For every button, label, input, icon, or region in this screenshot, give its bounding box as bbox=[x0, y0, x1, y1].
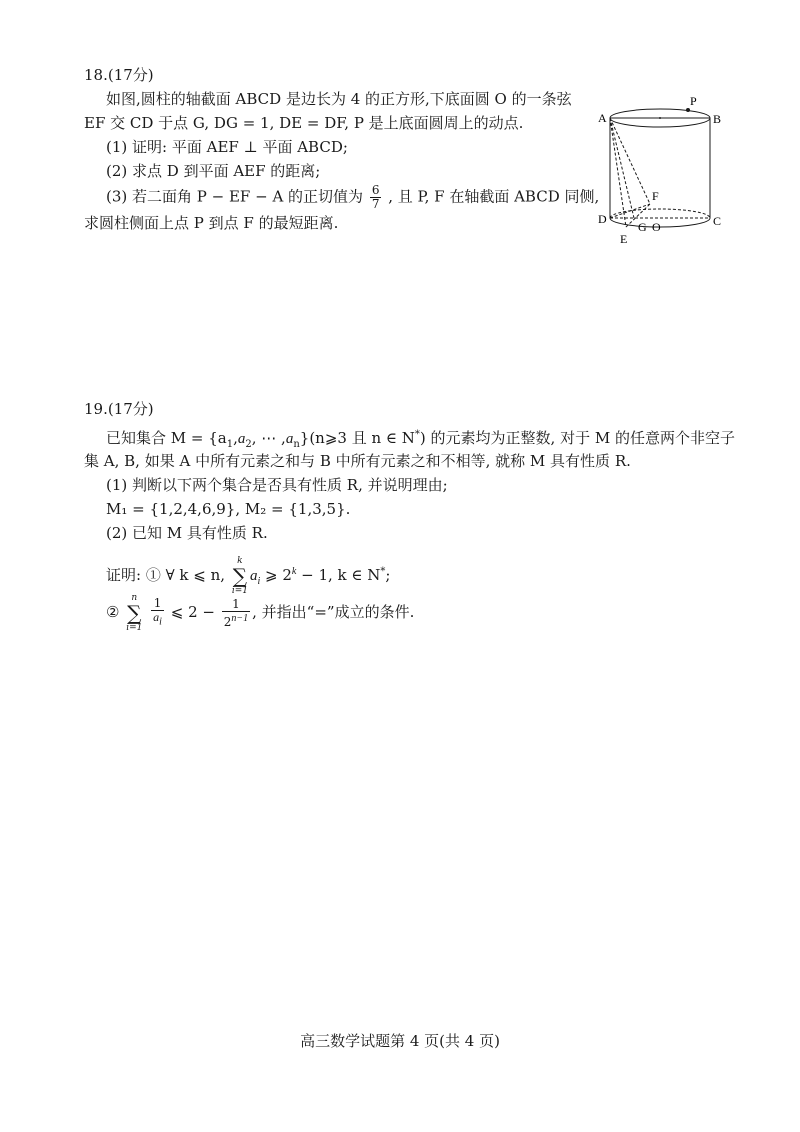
bottom-ellipse-back bbox=[610, 209, 710, 218]
page-footer: 高三数学试题第 4 页(共 4 页) bbox=[300, 1032, 500, 1050]
q18-part3-line2: 求圆柱侧面上点 P 到点 F 的最短距离. bbox=[84, 214, 339, 232]
segment-ae bbox=[610, 118, 626, 227]
q18-part3 bbox=[106, 184, 599, 211]
label-b: B bbox=[713, 112, 722, 126]
q18-line2: EF 交 CD 于点 G, DG = 1, DE = DF, P 是上底面圆周上的动点. bbox=[84, 114, 524, 132]
q19-proof2-a: ② bbox=[106, 603, 120, 621]
q18-part3-text-b: , 且 P, F 在轴截面 ABCD 同侧, bbox=[388, 187, 600, 206]
point-center-top bbox=[659, 117, 661, 119]
q19-number: 19.(17分) bbox=[84, 400, 154, 418]
q19-proof2-b: ⩽ 2 − bbox=[170, 603, 215, 621]
q19-part2: (2) 已知 M 具有性质 R. bbox=[106, 524, 268, 542]
power-fraction: $\frac{1}{2^{n-1}}$ bbox=[223, 596, 249, 629]
q19-proof1-d: − 1, k ∈ N bbox=[296, 566, 381, 584]
point-p bbox=[686, 108, 690, 112]
q19-line1-b: }(n⩾3 且 n ∈ N bbox=[299, 429, 415, 447]
q18-part3-text-a: (3) 若二面角 P − EF − A 的正切值为 bbox=[106, 187, 364, 206]
sum-symbol-n: n ∑ i=1 bbox=[126, 593, 143, 633]
q19-line1-a: 已知集合 M = {a bbox=[106, 429, 227, 447]
q18-part2: (2) 求点 D 到平面 AEF 的距离; bbox=[106, 162, 321, 180]
label-c: C bbox=[713, 214, 722, 228]
label-f: F bbox=[652, 189, 659, 203]
reciprocal-fraction: $\frac{1}{a_i}$ bbox=[153, 596, 162, 628]
q18-part1: (1) 证明: 平面 AEF ⊥ 平面 ABCD; bbox=[106, 138, 348, 156]
fraction-denominator: 7 bbox=[371, 197, 380, 211]
q19-proof1-a: 证明: ① ∀ k ⩽ n, bbox=[106, 566, 226, 584]
q19-line1: 已知集合 $M = \{a_1,a_2$, ⋯ $,a_n\}(n⩾3$ 且 n ∈ N*) 的元素均为正整数, 对于 M 的任意两个非空子 bbox=[106, 429, 735, 450]
label-g: G bbox=[638, 220, 647, 234]
tangent-fraction bbox=[370, 184, 382, 211]
label-p: P bbox=[690, 94, 697, 108]
label-d: D bbox=[598, 212, 607, 226]
q18-line1: 如图,圆柱的轴截面 ABCD 是边长为 4 的正方形,下底面圆 O 的一条弦 bbox=[106, 90, 572, 108]
segment-af bbox=[610, 118, 650, 204]
cylinder-figure bbox=[596, 92, 730, 252]
q19-part1: (1) 判断以下两个集合是否具有性质 R, 并说明理由; bbox=[106, 476, 448, 494]
label-a: A bbox=[598, 111, 607, 125]
q19-proof1-b: a bbox=[249, 568, 258, 584]
q19-proof2 bbox=[106, 592, 414, 633]
sum-symbol-k: k ∑ i=1 bbox=[231, 556, 248, 596]
q19-proof1-c: ⩾ 2 bbox=[260, 566, 292, 584]
fraction-numerator: 6 bbox=[371, 183, 380, 197]
segment-df bbox=[610, 204, 650, 218]
q19-proof2-c: , 并指出“=”成立的条件. bbox=[252, 603, 415, 621]
label-o: O bbox=[652, 220, 661, 234]
q19-proof1: 证明: ① ∀ k ⩽ n, k ∑ i=1 $a_i$ ⩾ $2^k - 1$, k ∈ N*; bbox=[106, 556, 391, 596]
q19-line2: 集 A, B, 如果 A 中所有元素之和与 B 中所有元素之和不相等, 就称 M 具有性质 R. bbox=[84, 452, 631, 470]
q19-line1-c: ) 的元素均为正整数, 对于 M 的任意两个非空子 bbox=[419, 429, 735, 447]
q18-number: 18.(17分) bbox=[84, 66, 154, 84]
label-e: E bbox=[620, 232, 628, 246]
q19-sets: M₁ = {1,2,4,6,9}, M₂ = {1,3,5}. bbox=[106, 500, 351, 518]
